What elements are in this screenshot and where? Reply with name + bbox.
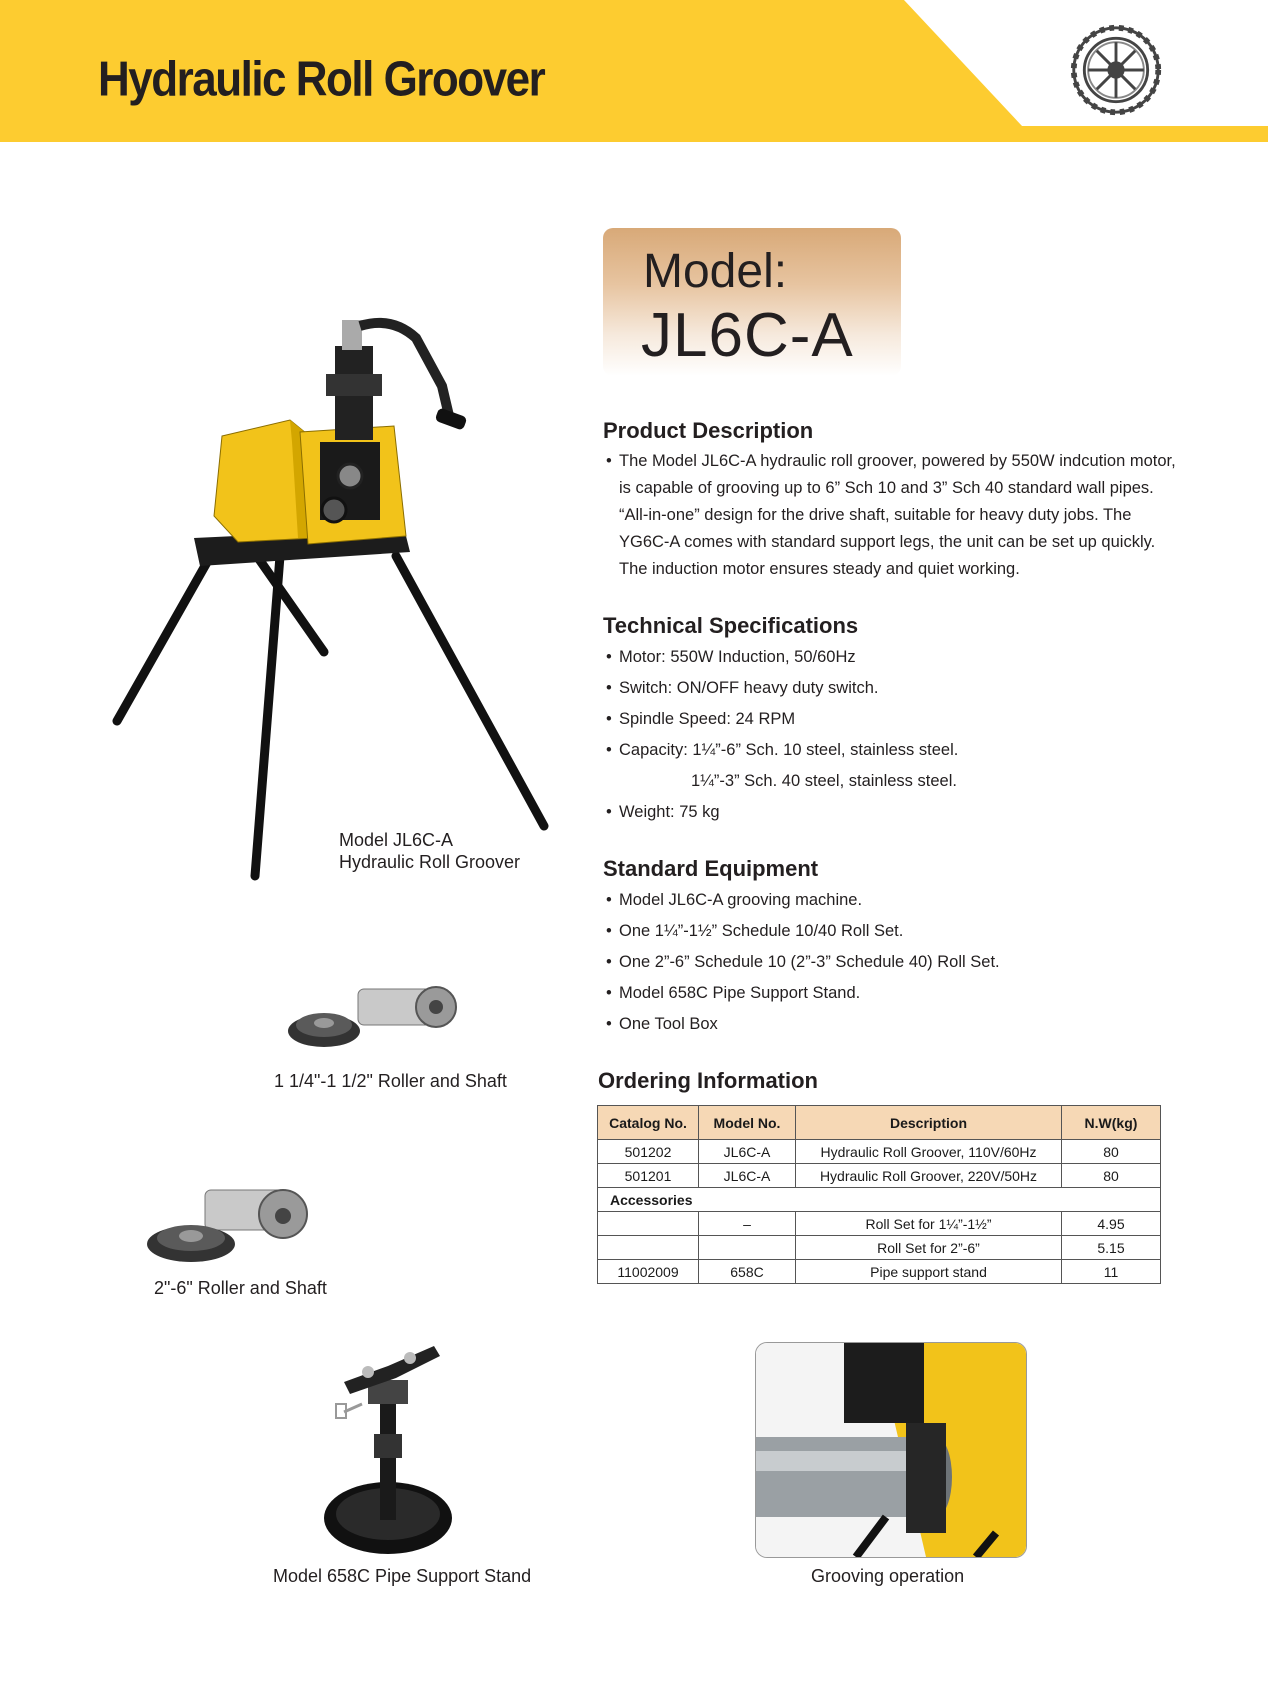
accessories-row xyxy=(598,1188,1161,1212)
table-cell: 11 xyxy=(1062,1260,1161,1284)
table-cell: – xyxy=(699,1212,796,1236)
ordering-information-title: Ordering Information xyxy=(598,1068,818,1093)
large-roller-shaft-image xyxy=(145,1186,311,1266)
page-title: Hydraulic Roll Groover xyxy=(98,52,545,107)
table-cell: JL6C-A xyxy=(699,1140,796,1164)
table-cell xyxy=(598,1212,699,1236)
machine-caption-line1: Model JL6C-A xyxy=(339,830,454,850)
pipe-support-stand-image xyxy=(322,1342,452,1560)
table-row xyxy=(598,1260,1161,1284)
table-cell: Roll Set for 2”-6” xyxy=(796,1236,1062,1260)
spec-item: • Capacity: 1¼”-6” Sch. 10 steel, stainless steel. xyxy=(619,741,958,760)
table-header-row xyxy=(598,1106,1161,1140)
description-line: is capable of grooving up to 6” Sch 10 and 3” Sch 40 standard wall pipes. xyxy=(619,479,1154,497)
equipment-item: • Model JL6C-A grooving machine. xyxy=(619,891,862,910)
stand-caption: Model 658C Pipe Support Stand xyxy=(273,1566,532,1586)
equipment-item: • Model 658C Pipe Support Stand. xyxy=(619,984,860,1003)
table-cell: Hydraulic Roll Groover, 220V/50Hz xyxy=(796,1164,1062,1188)
table-cell: 11002009 xyxy=(598,1260,699,1284)
standard-equipment-title: Standard Equipment xyxy=(603,856,819,881)
spec-item: • Spindle Speed: 24 RPM xyxy=(619,710,795,729)
gear-wheel-logo-icon xyxy=(1068,22,1164,118)
column-header: Model No. xyxy=(699,1106,796,1140)
grooving-caption: Grooving operation xyxy=(811,1566,965,1586)
table-cell: 80 xyxy=(1062,1140,1161,1164)
machine-caption-line2: Hydraulic Roll Groover xyxy=(339,852,521,872)
spec-item: • Motor: 550W Induction, 50/60Hz xyxy=(619,648,856,667)
roll-groover-machine-image xyxy=(102,316,562,916)
table-cell: 80 xyxy=(1062,1164,1161,1188)
ordering-table xyxy=(597,1105,1161,1284)
equipment-item: • One 1¼”-1½” Schedule 10/40 Roll Set. xyxy=(619,922,903,941)
small-roller-caption: 1 1/4"-1 1/2" Roller and Shaft xyxy=(274,1071,507,1091)
column-header: Catalog No. xyxy=(598,1106,699,1140)
table-cell: 501201 xyxy=(598,1164,699,1188)
table-cell: 4.95 xyxy=(1062,1212,1161,1236)
table-cell: Roll Set for 1¼”-1½” xyxy=(796,1212,1062,1236)
grooving-operation-photo xyxy=(755,1342,1027,1558)
table-cell: Hydraulic Roll Groover, 110V/60Hz xyxy=(796,1140,1062,1164)
description-line: YG6C-A comes with standard support legs, the unit can be set up quickly. xyxy=(619,533,1156,551)
small-roller-shaft-image xyxy=(286,983,470,1053)
equipment-item: • One 2”-6” Schedule 10 (2”-3” Schedule 40) Roll Set. xyxy=(619,953,1000,972)
table-cell: 5.15 xyxy=(1062,1236,1161,1260)
description-line: “All-in-one” design for the drive shaft, suitable for heavy duty jobs. The xyxy=(619,506,1132,524)
table-cell: 501202 xyxy=(598,1140,699,1164)
table-cell: JL6C-A xyxy=(699,1164,796,1188)
description-line: The induction motor ensures steady and quiet working. xyxy=(619,560,1020,578)
spec-weight: • Weight: 75 kg xyxy=(619,803,720,822)
description-line: • The Model JL6C-A hydraulic roll groover, powered by 550W indcution motor, xyxy=(619,452,1176,471)
accessories-label: Accessories xyxy=(598,1188,1161,1212)
spec-capacity-continued: 1¼”-3” Sch. 40 steel, stainless steel. xyxy=(691,772,957,790)
table-cell: Pipe support stand xyxy=(796,1260,1062,1284)
column-header: Description xyxy=(796,1106,1062,1140)
product-description-title: Product Description xyxy=(603,418,814,443)
table-row xyxy=(598,1212,1161,1236)
column-header: N.W(kg) xyxy=(1062,1106,1161,1140)
table-cell xyxy=(598,1236,699,1260)
table-row xyxy=(598,1140,1161,1164)
table-row xyxy=(598,1164,1161,1188)
table-cell: 658C xyxy=(699,1260,796,1284)
spec-item: • Switch: ON/OFF heavy duty switch. xyxy=(619,679,879,698)
technical-specifications-title: Technical Specifications xyxy=(603,613,859,638)
model-label: Model: xyxy=(643,245,788,298)
equipment-item: • One Tool Box xyxy=(619,1015,718,1034)
model-number: JL6C-A xyxy=(641,301,854,370)
table-row xyxy=(598,1236,1161,1260)
table-cell xyxy=(699,1236,796,1260)
large-roller-caption: 2"-6" Roller and Shaft xyxy=(154,1278,327,1298)
